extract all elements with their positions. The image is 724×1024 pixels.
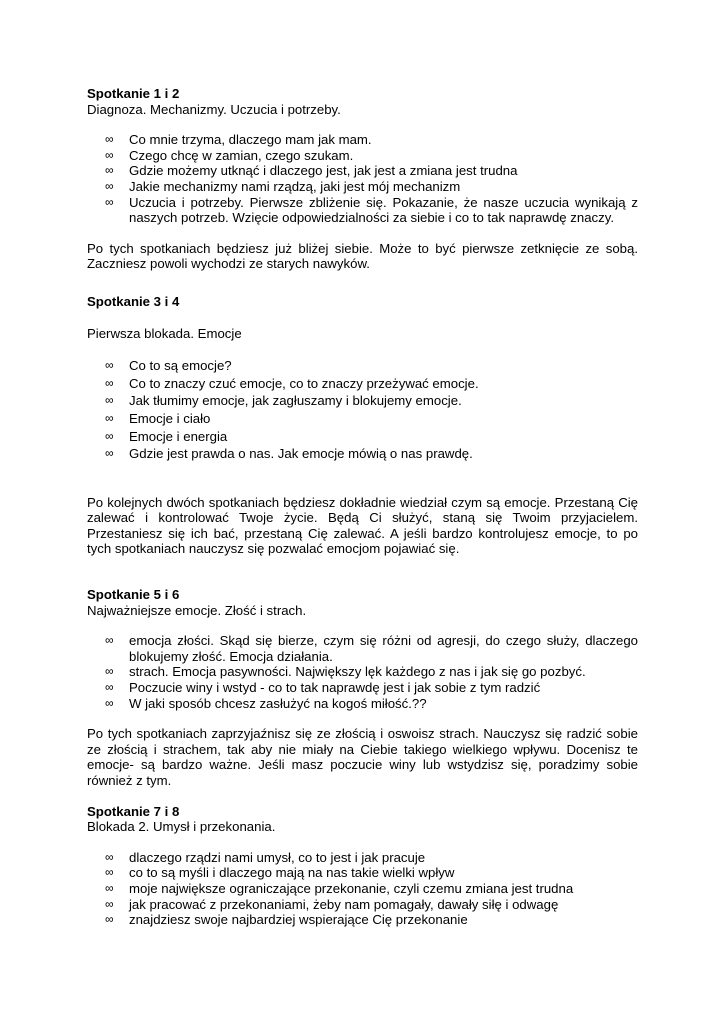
list-item: ∞ Jak tłumimy emocje, jak zagłuszamy i blokujemy emocje.: [105, 393, 462, 409]
list-item: ∞ Gdzie możemy utknąć i dlaczego jest, jak jest a zmiana jest trudna: [105, 163, 518, 179]
infinity-bullet-icon: ∞: [105, 446, 114, 461]
infinity-bullet-icon: ∞: [105, 865, 114, 880]
list-item: ∞ Emocje i ciało: [105, 410, 211, 426]
session-summary: Po kolejnych dwóch spotkaniach będziesz dokładnie wiedział czym są emocje. Przestaną Cię zalewać i kontrolować Twoje życie. Będą Ci służyć, staną się Twoim przyjacielem. Przestaniesz się ich bać, przestaną Cię zalewać. A jeśli bardzo kontrolujesz emocje, to po tych spotkaniach nauczysz się pozwalać emocjom pojawiać się.: [87, 494, 638, 557]
session-topic-list: [87, 132, 638, 226]
session-1-2: [87, 86, 638, 272]
list-item: ∞ Jakie mechanizmy nami rządzą, jaki jest mój mechanizm: [105, 178, 461, 194]
session-3-4: [87, 294, 638, 557]
session-summary: Po tych spotkaniach będziesz już bliżej siebie. Może to być pierwsze zetknięcie ze sobą. Zaczniesz powoli wychodzi ze starych nawyków.: [87, 240, 638, 272]
list-item: ∞ dlaczego rządzi nami umysł, co to jest i jak pracuje: [105, 849, 426, 865]
infinity-bullet-icon: ∞: [105, 880, 114, 895]
list-item: ∞ Co mnie trzyma, dlaczego mam jak mam.: [105, 132, 372, 148]
list-item: ∞ Poczucie winy i wstyd - co to tak naprawdę jest i jak sobie z tym radzić: [105, 680, 541, 696]
infinity-bullet-icon: ∞: [105, 896, 114, 911]
infinity-bullet-icon: ∞: [105, 912, 114, 927]
list-item: ∞ strach. Emocja pasywności. Największy lęk każdego z nas i jak się go pozbyć.: [105, 664, 586, 680]
session-summary: Po tych spotkaniach zaprzyjaźnisz się ze złością i oswoisz strach. Nauczysz się radzić sobie ze złością i strachem, tak aby nie miały na Ciebie takiego wielkiego wpływu. Docenisz te emocje- są bardzo ważne. Jeśli masz poczucie winy lub wstydzisz się, poradzimy sobie również z tym.: [87, 726, 638, 788]
infinity-bullet-icon: ∞: [105, 695, 114, 710]
list-item: ∞ moje największe ograniczające przekonanie, czyli czemu zmiana jest trudna: [105, 880, 574, 896]
infinity-bullet-icon: ∞: [105, 428, 114, 443]
session-7-8: [87, 804, 638, 928]
list-item: ∞ emocja złości. Skąd się bierze, czym się różni od agresji, do czego służy, dlaczego blokujemy złość. Emocja działania.: [105, 633, 638, 664]
infinity-bullet-icon: ∞: [105, 375, 114, 390]
session-subtitle: Blokada 2. Umysł i przekonania.: [87, 819, 276, 835]
list-item: ∞ Gdzie jest prawda o nas. Jak emocje mówią o nas prawdę.: [105, 446, 473, 462]
infinity-bullet-icon: ∞: [105, 680, 114, 695]
session-5-6: [87, 587, 638, 789]
infinity-bullet-icon: ∞: [105, 163, 114, 178]
session-heading: Spotkanie 3 i 4: [87, 293, 180, 309]
list-item: ∞ Uczucia i potrzeby. Pierwsze zbliżenie się. Pokazanie, że nasze uczucia wynikają z naszych potrzeb. Wzięcie odpowiedzialności za siebie i co to tak naprawdę znaczy.: [105, 194, 638, 226]
list-item: ∞ jak pracować z przekonaniami, żeby nam pomagały, dawały siłę i odwagę: [105, 896, 559, 912]
session-topic-list: [87, 633, 638, 711]
infinity-bullet-icon: ∞: [105, 132, 114, 147]
infinity-bullet-icon: ∞: [105, 194, 114, 209]
session-heading: Spotkanie 7 i 8: [87, 803, 180, 819]
infinity-bullet-icon: ∞: [105, 633, 114, 648]
list-item: ∞ W jaki sposób chcesz zasłużyć na kogoś miłość.??: [105, 695, 427, 711]
infinity-bullet-icon: ∞: [105, 358, 114, 373]
session-heading: Spotkanie 5 i 6: [87, 587, 180, 603]
session-subtitle: Pierwsza blokada. Emocje: [87, 325, 242, 341]
session-topic-list: [87, 357, 638, 463]
list-item: ∞ Co to znaczy czuć emocje, co to znaczy przeżywać emocje.: [105, 375, 479, 391]
document-content: [87, 86, 638, 928]
session-topic-list: [87, 850, 638, 928]
infinity-bullet-icon: ∞: [105, 410, 114, 425]
list-item: ∞ Czego chcę w zamian, czego szukam.: [105, 147, 354, 163]
infinity-bullet-icon: ∞: [105, 178, 114, 193]
list-item: ∞ Emocje i energia: [105, 428, 228, 444]
session-subtitle: Najważniejsze emocje. Złość i strach.: [87, 602, 307, 618]
list-item: ∞ co to są myśli i dlaczego mają na nas takie wielki wpływ: [105, 865, 455, 881]
list-item: ∞ znajdziesz swoje najbardziej wspierające Cię przekonanie: [105, 912, 468, 928]
infinity-bullet-icon: ∞: [105, 393, 114, 408]
session-heading: Spotkanie 1 i 2: [87, 86, 180, 101]
session-subtitle: Diagnoza. Mechanizmy. Uczucia i potrzeby.: [87, 101, 341, 117]
infinity-bullet-icon: ∞: [105, 664, 114, 679]
list-item: ∞ Co to są emocje?: [105, 358, 232, 374]
infinity-bullet-icon: ∞: [105, 147, 114, 162]
infinity-bullet-icon: ∞: [105, 849, 114, 864]
